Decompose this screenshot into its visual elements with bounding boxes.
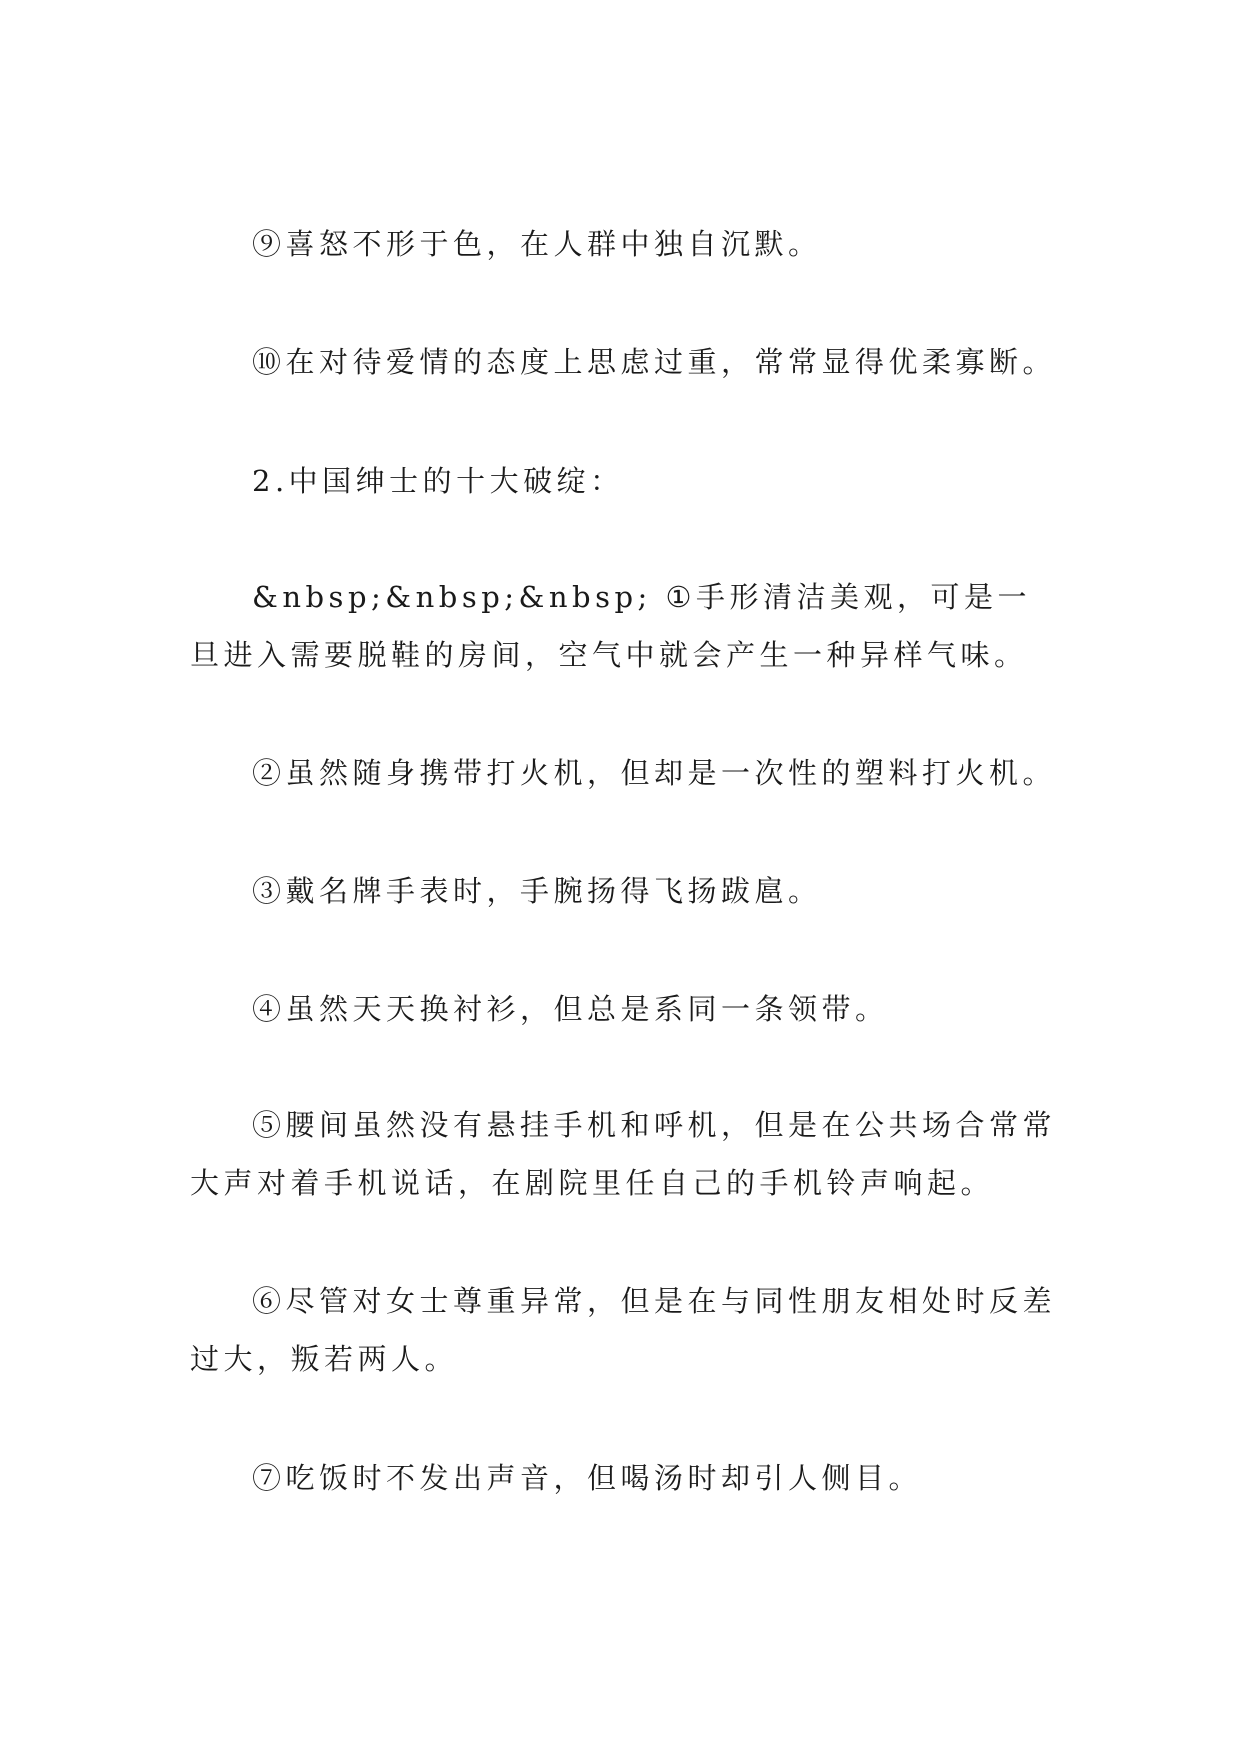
paragraph-flaw-2: ②虽然随身携带打火机，但却是一次性的塑料打火机。 [252, 756, 1057, 790]
paragraph-flaw-6: ⑥尽管对女士尊重异常，但是在与同性朋友相处时反差过大，叛若两人。 [190, 1284, 1057, 1376]
paragraph-10-item: ⑩在对待爱情的态度上思虑过重，常常显得优柔寡断。 [252, 345, 1057, 379]
paragraph-flaw-5: ⑤腰间虽然没有悬挂手机和呼机，但是在公共场合常常大声对着手机说话，在剧院里任自己的手机铃声响起。 [190, 1108, 1057, 1200]
paragraph-flaw-1: &nbsp;&nbsp;&nbsp; ①手形清洁美观，可是一旦进入需要脱鞋的房间，空气中就会产生一种异样气味。 [190, 580, 1032, 672]
paragraph-flaw-3: ③戴名牌手表时，手腕扬得飞扬跋扈。 [252, 874, 822, 908]
section-heading: 2.中国绅士的十大破绽： [252, 464, 624, 498]
paragraph-flaw-4: ④虽然天天换衬衫，但总是系同一条领带。 [252, 992, 889, 1026]
paragraph-flaw-7: ⑦吃饭时不发出声音，但喝汤时却引人侧目。 [252, 1461, 923, 1495]
paragraph-9-item: ⑨喜怒不形于色，在人群中独自沉默。 [252, 227, 822, 261]
